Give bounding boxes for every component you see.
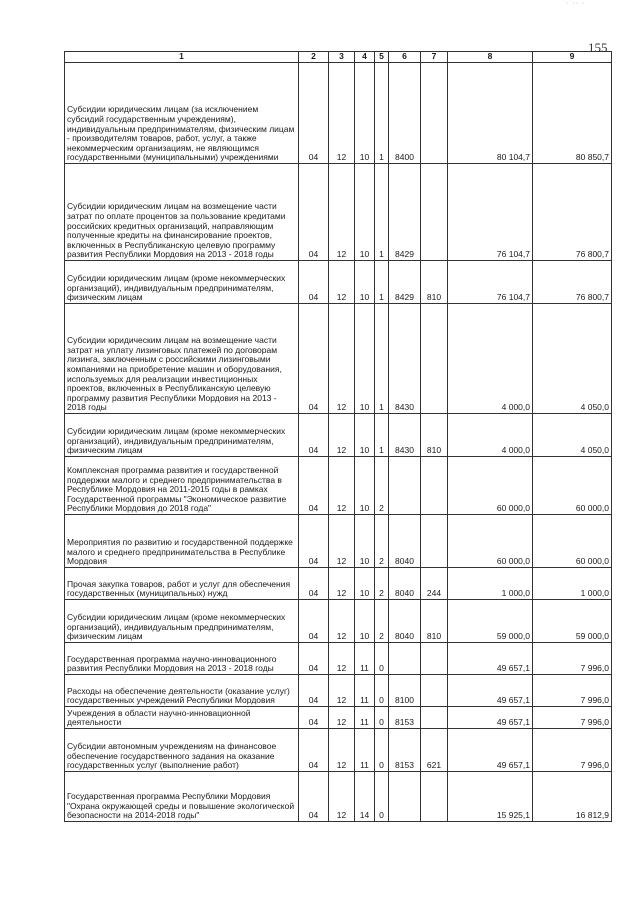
row-description: Субсидии юридическим лицам (за исключением субсидий государственным учреждениям), индивидуальным предпринимателям, физическим лицам - производителям товаров, работ, услуг, а также некоммерческим организациям, не являющимся государственными (муниципальными) учреждениями <box>65 63 299 164</box>
cell-c9: 60 000,0 <box>533 457 612 515</box>
cell-c4: 10 <box>355 63 375 164</box>
cell-c6: 8430 <box>389 414 421 457</box>
cell-c9: 7 996,0 <box>533 675 612 707</box>
cell-c3: 12 <box>329 643 355 675</box>
cell-c2: 04 <box>299 772 329 822</box>
cell-c2: 04 <box>299 675 329 707</box>
cell-c4: 10 <box>355 600 375 643</box>
row-description: Расходы на обеспечение деятельности (оказание услуг) государственных учреждений Республики Мордовия <box>65 675 299 707</box>
cell-c8: 15 925,1 <box>448 772 533 822</box>
table-row <box>65 515 612 568</box>
row-description: Государственная программа научно-инновационного развития Республики Мордовия на 2013 - 2018 годы <box>65 643 299 675</box>
cell-c3: 12 <box>329 729 355 772</box>
cell-c6: 8040 <box>389 515 421 568</box>
cell-c7 <box>421 643 448 675</box>
cell-c8: 49 657,1 <box>448 643 533 675</box>
table-row <box>65 643 612 675</box>
cell-c7 <box>421 707 448 729</box>
table-row <box>65 707 612 729</box>
cell-c4: 10 <box>355 261 375 304</box>
cell-c6: 8430 <box>389 304 421 414</box>
cell-c4: 11 <box>355 707 375 729</box>
cell-c6: 8040 <box>389 600 421 643</box>
table-row <box>65 772 612 822</box>
cell-c9: 59 000,0 <box>533 600 612 643</box>
cell-c4: 10 <box>355 515 375 568</box>
table-row <box>65 414 612 457</box>
cell-c3: 12 <box>329 164 355 261</box>
cell-c5: 2 <box>375 568 389 600</box>
row-description: Субсидии юридическим лицам на возмещение части затрат по оплате процентов за пользование кредитами российских кредитных организаций, направляющим полученные кредиты на финансирование проектов, включенных в Республиканскую целевую программу развития Республики Мордовия на 2013 - 2018 годы <box>65 164 299 261</box>
cell-c8: 60 000,0 <box>448 457 533 515</box>
cell-c3: 12 <box>329 600 355 643</box>
cell-c7: 810 <box>421 261 448 304</box>
cell-c2: 04 <box>299 304 329 414</box>
cell-c8: 4 000,0 <box>448 304 533 414</box>
cell-c9: 4 050,0 <box>533 414 612 457</box>
cell-c5: 1 <box>375 261 389 304</box>
cell-c5: 0 <box>375 729 389 772</box>
column-header: 1 <box>65 52 299 63</box>
cell-c5: 2 <box>375 515 389 568</box>
cell-c4: 10 <box>355 457 375 515</box>
row-description: Государственная программа Республики Мордовия "Охрана окружающей среды и повышение экологической безопасности на 2014-2018 годы" <box>65 772 299 822</box>
cell-c8: 49 657,1 <box>448 675 533 707</box>
cell-c3: 12 <box>329 772 355 822</box>
row-description: Субсидии юридическим лицам (кроме некоммерческих организаций), индивидуальным предпринимателям, физическим лицам <box>65 261 299 304</box>
cell-c6: 8400 <box>389 63 421 164</box>
cell-c5: 1 <box>375 164 389 261</box>
row-description: Комплексная программа развития и государственной поддержки малого и среднего предпринимательства в Республике Мордовия на 2011-2015 годы в рамках Государственной программы "Экономическое развитие Республики Мордовия до 2018 года" <box>65 457 299 515</box>
cell-c9: 60 000,0 <box>533 515 612 568</box>
scan-corner-mark: · ·· · <box>566 0 586 7</box>
row-description: Субсидии автономным учреждениям на финансовое обеспечение государственного задания на оказание государственных услуг (выполнение работ) <box>65 729 299 772</box>
cell-c6: 8040 <box>389 568 421 600</box>
table-row <box>65 261 612 304</box>
table-row <box>65 568 612 600</box>
cell-c7: 810 <box>421 600 448 643</box>
cell-c8: 76 104,7 <box>448 261 533 304</box>
cell-c9: 7 996,0 <box>533 729 612 772</box>
row-description: Субсидии юридическим лицам (кроме некоммерческих организаций), индивидуальным предпринимателям, физическим лицам <box>65 600 299 643</box>
cell-c2: 04 <box>299 457 329 515</box>
cell-c7 <box>421 63 448 164</box>
cell-c2: 04 <box>299 643 329 675</box>
cell-c3: 12 <box>329 414 355 457</box>
row-description: Мероприятия по развитию и государственной поддержке малого и среднего предпринимательства в Республике Мордовия <box>65 515 299 568</box>
cell-c6: 8153 <box>389 729 421 772</box>
cell-c6 <box>389 772 421 822</box>
cell-c2: 04 <box>299 164 329 261</box>
cell-c8: 80 104,7 <box>448 63 533 164</box>
cell-c5: 0 <box>375 707 389 729</box>
cell-c3: 12 <box>329 63 355 164</box>
cell-c6 <box>389 457 421 515</box>
cell-c7 <box>421 304 448 414</box>
cell-c4: 10 <box>355 568 375 600</box>
cell-c6: 8100 <box>389 675 421 707</box>
cell-c7: 244 <box>421 568 448 600</box>
cell-c3: 12 <box>329 675 355 707</box>
table-row <box>65 304 612 414</box>
cell-c4: 11 <box>355 675 375 707</box>
cell-c5: 1 <box>375 414 389 457</box>
cell-c8: 76 104,7 <box>448 164 533 261</box>
cell-c5: 2 <box>375 457 389 515</box>
cell-c2: 04 <box>299 707 329 729</box>
table-row <box>65 729 612 772</box>
cell-c5: 0 <box>375 643 389 675</box>
cell-c5: 1 <box>375 63 389 164</box>
cell-c7 <box>421 515 448 568</box>
cell-c4: 10 <box>355 414 375 457</box>
cell-c7: 621 <box>421 729 448 772</box>
column-header: 9 <box>533 52 612 63</box>
cell-c5: 0 <box>375 675 389 707</box>
cell-c3: 12 <box>329 304 355 414</box>
cell-c9: 76 800,7 <box>533 261 612 304</box>
cell-c7 <box>421 675 448 707</box>
table-row <box>65 164 612 261</box>
table-row <box>65 457 612 515</box>
cell-c7 <box>421 457 448 515</box>
budget-table <box>64 51 612 822</box>
table-row <box>65 63 612 164</box>
cell-c6 <box>389 643 421 675</box>
column-header: 7 <box>421 52 448 63</box>
cell-c6: 8153 <box>389 707 421 729</box>
cell-c5: 0 <box>375 772 389 822</box>
cell-c2: 04 <box>299 600 329 643</box>
cell-c2: 04 <box>299 729 329 772</box>
cell-c7 <box>421 772 448 822</box>
row-description: Прочая закупка товаров, работ и услуг для обеспечения государственных (муниципальных) нужд <box>65 568 299 600</box>
cell-c9: 80 850,7 <box>533 63 612 164</box>
cell-c7: 810 <box>421 414 448 457</box>
cell-c4: 10 <box>355 164 375 261</box>
cell-c8: 49 657,1 <box>448 707 533 729</box>
cell-c6: 8429 <box>389 261 421 304</box>
cell-c2: 04 <box>299 414 329 457</box>
cell-c5: 1 <box>375 304 389 414</box>
cell-c2: 04 <box>299 261 329 304</box>
cell-c4: 11 <box>355 729 375 772</box>
row-description: Учреждения в области научно-инновационной деятельности <box>65 707 299 729</box>
cell-c3: 12 <box>329 568 355 600</box>
page-number: 155 <box>588 40 608 55</box>
cell-c4: 10 <box>355 304 375 414</box>
table-row <box>65 675 612 707</box>
column-header: 5 <box>375 52 389 63</box>
cell-c9: 7 996,0 <box>533 707 612 729</box>
cell-c4: 11 <box>355 643 375 675</box>
table-row <box>65 600 612 643</box>
column-header: 6 <box>389 52 421 63</box>
cell-c9: 1 000,0 <box>533 568 612 600</box>
cell-c8: 59 000,0 <box>448 600 533 643</box>
cell-c2: 04 <box>299 515 329 568</box>
cell-c7 <box>421 164 448 261</box>
row-description: Субсидии юридическим лицам (кроме некоммерческих организаций), индивидуальным предпринимателям, физическим лицам <box>65 414 299 457</box>
cell-c4: 14 <box>355 772 375 822</box>
cell-c8: 49 657,1 <box>448 729 533 772</box>
cell-c3: 12 <box>329 457 355 515</box>
cell-c3: 12 <box>329 261 355 304</box>
cell-c9: 4 050,0 <box>533 304 612 414</box>
cell-c8: 1 000,0 <box>448 568 533 600</box>
cell-c9: 16 812,9 <box>533 772 612 822</box>
column-header: 2 <box>299 52 329 63</box>
row-description: Субсидии юридическим лицам на возмещение части затрат на уплату лизинговых платежей по договорам лизинга, заключенным с российскими лизинговыми компаниями на приобретение машин и оборудования, используемых для реализации инвестиционных проектов, включенных в Республиканскую целевую программу развития Республики Мордовия на 2013 - 2018 годы <box>65 304 299 414</box>
cell-c3: 12 <box>329 515 355 568</box>
cell-c6: 8429 <box>389 164 421 261</box>
cell-c3: 12 <box>329 707 355 729</box>
cell-c9: 7 996,0 <box>533 643 612 675</box>
column-header: 3 <box>329 52 355 63</box>
cell-c8: 4 000,0 <box>448 414 533 457</box>
cell-c9: 76 800,7 <box>533 164 612 261</box>
cell-c2: 04 <box>299 568 329 600</box>
cell-c8: 60 000,0 <box>448 515 533 568</box>
cell-c2: 04 <box>299 63 329 164</box>
column-header: 4 <box>355 52 375 63</box>
cell-c5: 2 <box>375 600 389 643</box>
table-header-row <box>65 52 612 63</box>
column-header: 8 <box>448 52 533 63</box>
